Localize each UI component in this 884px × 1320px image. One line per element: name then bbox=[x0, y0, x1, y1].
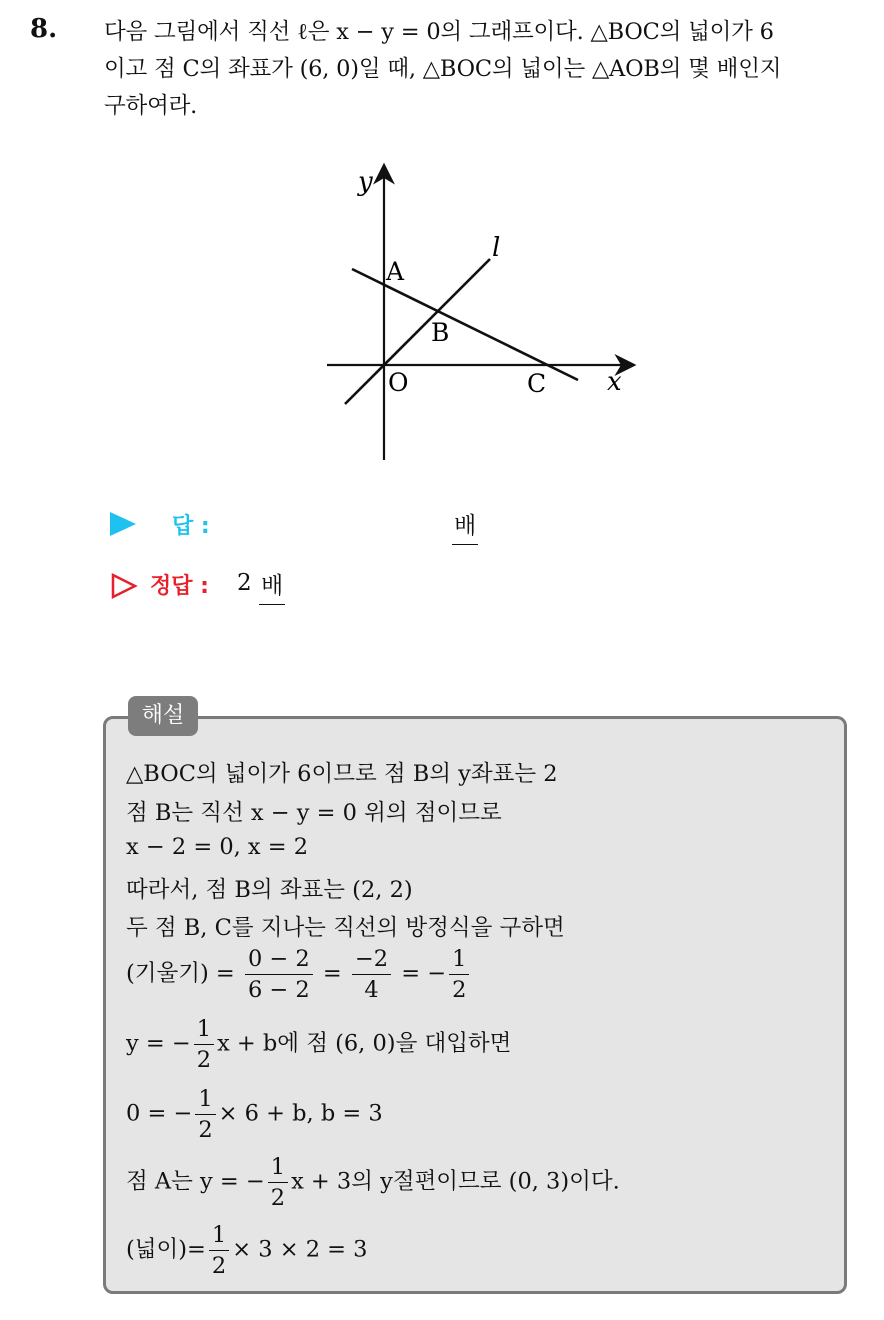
question-line-3: 구하여라. bbox=[104, 93, 198, 119]
line-prefix: 0 = − bbox=[126, 1100, 193, 1127]
question-line-1: 다음 그림에서 직선 ℓ은 x − y = 0의 그래프이다. △BOC의 넓이가 6 bbox=[104, 19, 774, 45]
line-prefix: y = − bbox=[126, 1030, 191, 1057]
line-suffix: x + 3의 y절편이므로 (0, 3)이다. bbox=[291, 1168, 620, 1195]
answer-arrow-icon bbox=[110, 512, 136, 536]
question-line-2: 이고 점 C의 좌표가 (6, 0)일 때, △BOC의 넓이는 △AOB의 몇 배인지 bbox=[104, 56, 782, 82]
line-prefix: 점 A는 y = − bbox=[126, 1168, 265, 1195]
line-suffix: x + b에 점 (6, 0)을 대입하면 bbox=[217, 1030, 512, 1057]
correct-answer-value: 2 bbox=[237, 570, 252, 596]
solution-line-2: 점 B는 직선 x − y = 0 위의 점이므로 bbox=[126, 800, 502, 826]
slope-prefix: (기울기) = bbox=[126, 960, 235, 987]
fraction: $\frac{1}{2}$ bbox=[194, 1016, 214, 1073]
question-number: 8. bbox=[30, 14, 58, 44]
solution-line-4: 따라서, 점 B의 좌표는 (2, 2) bbox=[126, 877, 413, 903]
line-l-label: l bbox=[492, 233, 501, 263]
coordinate-graph bbox=[300, 155, 650, 465]
fraction: $\frac{1}{2}$ bbox=[209, 1222, 229, 1279]
solution-line-area bbox=[126, 1222, 367, 1279]
origin-label: O bbox=[388, 368, 409, 397]
solution-line-slope bbox=[126, 946, 472, 1003]
line-suffix: × 6 + b, b = 3 bbox=[218, 1100, 383, 1127]
line-prefix: (넓이)= bbox=[126, 1236, 206, 1263]
point-a-label: A bbox=[386, 257, 405, 286]
question-text bbox=[104, 14, 864, 125]
point-c-label: C bbox=[527, 369, 547, 398]
solution-tag: 해설 bbox=[128, 696, 198, 736]
slope-eq2: = − bbox=[401, 960, 447, 987]
solution-line-point-a bbox=[126, 1154, 620, 1211]
fraction: $\frac{1}{2}$ bbox=[268, 1154, 288, 1211]
solution-line-5: 두 점 B, C를 지나는 직선의 방정식을 구하면 bbox=[126, 915, 565, 941]
correct-answer-label: 정답 : bbox=[150, 574, 209, 599]
fraction: $\frac{1}{2}$ bbox=[195, 1086, 215, 1143]
y-axis-label: y bbox=[358, 167, 373, 197]
fraction: $\frac{-2}{4}$ bbox=[352, 946, 391, 1003]
solution-line-1: △BOC의 넓이가 6이므로 점 B의 y좌표는 2 bbox=[126, 761, 558, 787]
line-l bbox=[345, 259, 490, 404]
answer-unit-field[interactable]: 배 bbox=[452, 507, 478, 545]
correct-arrow-icon bbox=[110, 572, 138, 600]
solution-line-3: x − 2 = 0, x = 2 bbox=[126, 834, 309, 860]
fraction: $\frac{1}{2}$ bbox=[449, 946, 469, 1003]
point-b-label: B bbox=[431, 318, 450, 347]
correct-answer-unit: 배 bbox=[259, 567, 285, 605]
line-suffix: × 3 × 2 = 3 bbox=[232, 1236, 368, 1263]
x-axis-label: x bbox=[607, 367, 622, 397]
solution-line-substitute bbox=[126, 1016, 511, 1073]
slope-eq1: = bbox=[322, 960, 342, 987]
answer-label: 답 : bbox=[172, 514, 210, 539]
fraction: $\frac{0 - 2}{6 - 2}$ bbox=[245, 946, 313, 1003]
solution-line-b bbox=[126, 1086, 383, 1143]
